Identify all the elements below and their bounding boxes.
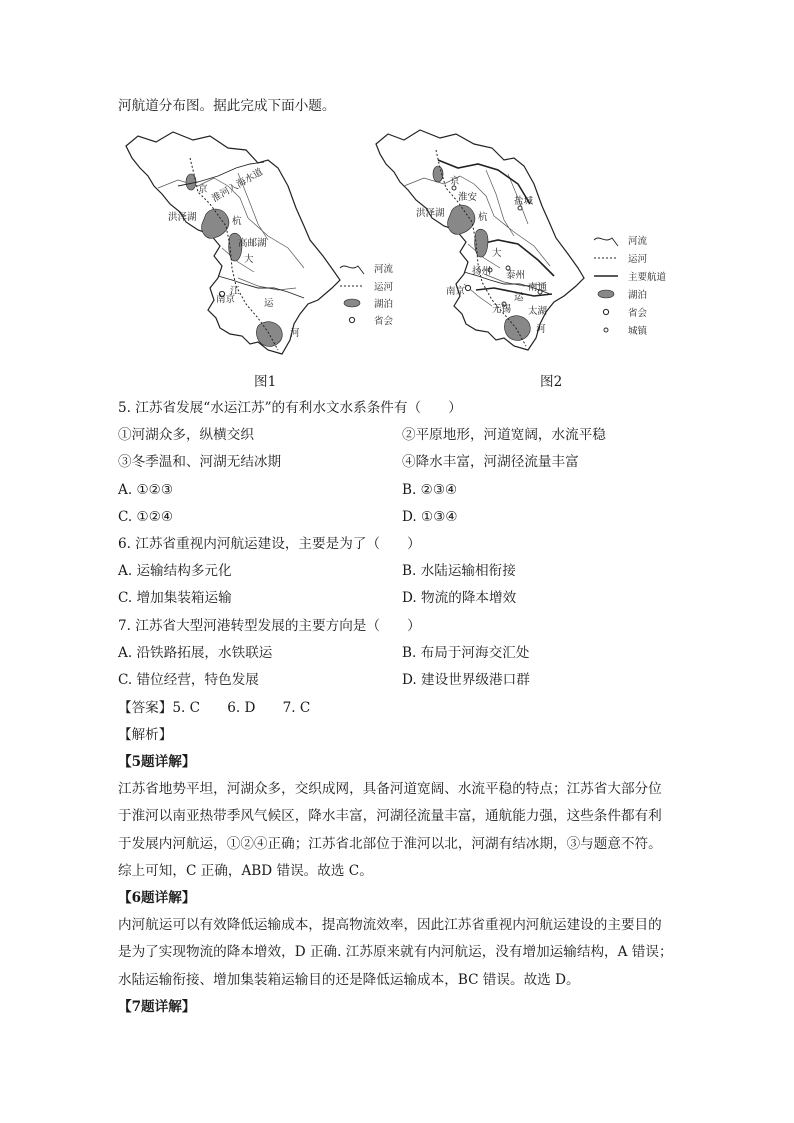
q7-option-b[interactable]: B. 布局于河海交汇处 <box>402 645 530 661</box>
label-gaoyou: 高邮湖 <box>238 238 267 249</box>
q5-stem: 5. 江苏省发展“水运江苏”的有利水文水系条件有（ ） <box>118 400 462 416</box>
label2-nanjing: 南京 <box>446 286 466 297</box>
svg-text:湖泊: 湖泊 <box>374 299 394 310</box>
q7-option-d[interactable]: D. 建设世界级港口群 <box>402 672 530 688</box>
q5-item-3: ③冬季温和、河湖无结冰期 <box>118 454 282 470</box>
svg-text:湖泊: 湖泊 <box>628 290 648 301</box>
label2-hongze: 洪泽湖 <box>416 208 445 219</box>
label2-yancheng: 盐城 <box>514 196 534 207</box>
label2-taizhou: 泰州 <box>506 270 526 281</box>
q5-option-a[interactable]: A. ①②③ <box>118 482 174 498</box>
lake-taihu <box>256 322 282 347</box>
q7-stem: 7. 江苏省大型河港转型发展的主要方向是（ ） <box>118 618 421 634</box>
q6-detail-line-3: 水陆运输衔接、增加集装箱运输目的还是降低运输成本，BC 错误。故选 D。 <box>118 972 580 988</box>
svg-text:运河: 运河 <box>374 282 394 293</box>
q6-detail-heading: 【6题详解】 <box>118 890 196 906</box>
label2-jing: 京 <box>450 176 460 187</box>
q5-option-b[interactable]: B. ②③④ <box>402 482 458 498</box>
label2-yun: 运 <box>514 292 524 303</box>
q6-option-c[interactable]: C. 增加集装箱运输 <box>118 590 232 606</box>
figure-2-legend <box>594 235 667 337</box>
figure-1-caption: 图1 <box>254 374 277 390</box>
svg-text:省会: 省会 <box>374 316 394 327</box>
q6-detail-line-2: 是为了实现物流的降本增效，D 正确. 江苏原来就有内河航运，没有增加运输结构，A 错误； <box>118 944 673 960</box>
label-nanjing: 南京 <box>216 294 236 305</box>
q5-item-1: ①河湖众多，纵横交织 <box>118 427 254 443</box>
answer-line: 【答案】5. C 6. D 7. C <box>118 700 311 716</box>
q6-detail-line-1: 内河航运可以有效降低运输成本，提高物流效率，因此江苏省重视内河航运建设的主要目的 <box>118 917 662 933</box>
figure-2-caption: 图2 <box>540 374 563 390</box>
q6-option-b[interactable]: B. 水陆运输相衔接 <box>402 563 516 579</box>
label2-taihu: 太湖 <box>528 306 548 317</box>
q7-option-a[interactable]: A. 沿铁路拓展，水铁联运 <box>118 645 273 661</box>
label2-da: 大 <box>492 248 502 259</box>
q5-detail-line-4: 综上可知，C 正确，ABD 错误。故选 C。 <box>118 863 373 879</box>
analysis-heading: 【解析】 <box>118 727 173 743</box>
q5-detail-line-1: 江苏省地势平坦，河湖众多，交织成网，具备河道宽阔、水流平稳的特点；江苏省大部分位 <box>118 781 662 797</box>
label-hongze: 洪泽湖 <box>168 212 197 223</box>
label-jing: 京 <box>198 184 208 195</box>
q6-option-a[interactable]: A. 运输结构多元化 <box>118 563 232 579</box>
svg-text:河流: 河流 <box>374 264 394 275</box>
svg-text:省会: 省会 <box>628 308 648 319</box>
q7-detail-heading: 【7题详解】 <box>118 999 196 1015</box>
intro-text: 河航道分布图。据此完成下面小题。 <box>118 98 336 114</box>
q7-option-c[interactable]: C. 错位经营，特色发展 <box>118 672 259 688</box>
label2-huaian: 淮安 <box>458 192 478 203</box>
q6-stem: 6. 江苏省重视内河航运建设，主要是为了（ ） <box>118 536 421 552</box>
label2-yangzhou: 扬州 <box>472 266 492 277</box>
svg-text:河流: 河流 <box>628 236 648 247</box>
lake-luoma <box>186 174 196 190</box>
label2-hang: 杭 <box>478 212 488 223</box>
label-hang: 杭 <box>232 216 242 227</box>
q5-detail-line-2: 于淮河以南亚热带季风气候区，降水丰富，河湖径流量丰富，通航能力强，这些条件都有利 <box>118 808 662 824</box>
q5-item-4: ④降水丰富，河湖径流量丰富 <box>402 454 579 470</box>
label-yun: 运 <box>264 298 274 309</box>
svg-text:运河: 运河 <box>628 254 648 265</box>
label-da: 大 <box>244 254 254 265</box>
label2-nantong: 南通 <box>528 282 548 293</box>
q5-option-c[interactable]: C. ①②④ <box>118 509 174 525</box>
label-jiang: 江 <box>230 286 240 297</box>
q6-option-d[interactable]: D. 物流的降本增效 <box>402 590 517 606</box>
label-huaihe: 淮河入海水道 <box>210 166 265 205</box>
label2-wuxi: 无锡 <box>492 304 512 315</box>
label2-he: 河 <box>536 324 546 335</box>
figure-2-map <box>368 124 668 359</box>
q5-item-2: ②平原地形，河道宽阔，水流平稳 <box>402 427 606 443</box>
svg-text:主要航道: 主要航道 <box>628 272 667 283</box>
q5-option-d[interactable]: D. ①③④ <box>402 509 458 525</box>
figure-1-map <box>118 128 408 363</box>
q5-detail-heading: 【5题详解】 <box>118 754 196 770</box>
svg-text:城镇: 城镇 <box>628 326 648 337</box>
label-he: 河 <box>290 328 300 339</box>
q5-detail-line-3: 于发展内河航运，①②④正确；江苏省北部位于淮河以北，河湖有结冰期，③与题意不符。 <box>118 836 662 852</box>
